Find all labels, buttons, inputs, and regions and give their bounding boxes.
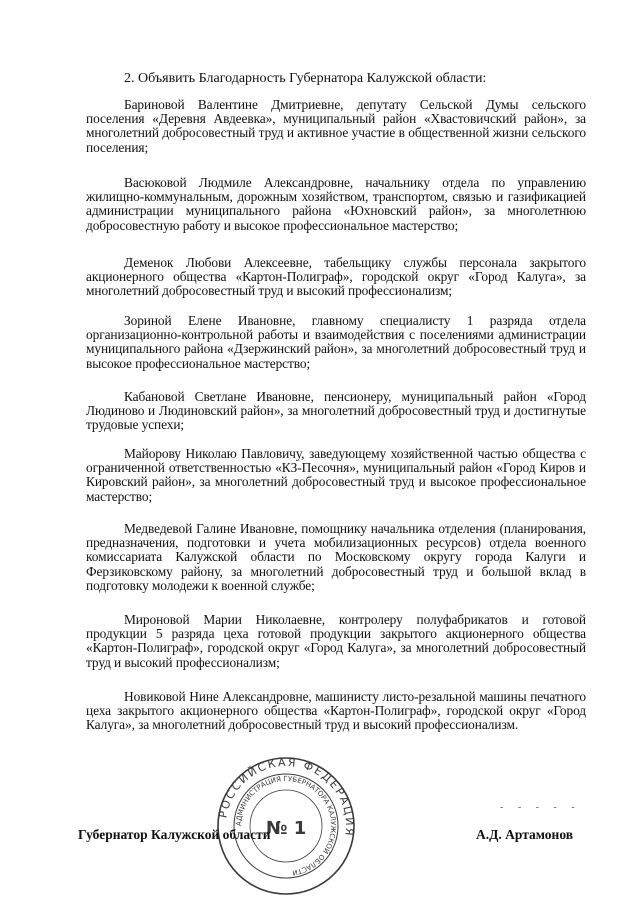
paragraph-5: Кабановой Светлане Ивановне, пенсионеру, муниципальный район «Город Людиново и Людиновский район», за многолетний добросовестный труд и достигнутые трудовые успехи;: [86, 389, 586, 433]
signature-title: Губернатор Калужской области: [78, 827, 271, 842]
paragraph-6: Майорову Николаю Павловичу, заведующему хозяйственной частью общества с ограниченной ответственностью «КЗ-Песочня», муниципальный район «Город Киров и Кировский район», за многолетний добросовестный труд и высокое профессиональное мастерство;: [86, 446, 586, 504]
paragraph-3: Деменок Любови Алексеевне, табельщику службы персонала закрытого акционерного общества «Картон-Полиграф», городской округ «Город Калуга», за многолетний добросовестный труд и высокий профессионализм;: [86, 255, 586, 299]
paragraph-7: Медведевой Галине Ивановне, помощнику начальника отделения (планирования, предназначения, подготовки и учета мобилизационных ресурсов) отдела военного комиссариата Калужской области по Московскому округу города Калуги и Ферзиковскому району, за многолетний добросовестный труд и большой вклад в подготовку молодежи к военной службе;: [86, 521, 586, 593]
paragraph-2: Васюковой Людмиле Александровне, начальнику отдела по управлению жилищно-коммунальным, дорожным хозяйством, транспортом, связью и газификацией администрации муниципального района «Юхновский район», за многолетнюю добросовестную работу и высокое профессиональное мастерство;: [86, 175, 586, 233]
section-heading: 2. Объявить Благодарность Губернатора Калужской области:: [124, 71, 487, 86]
paragraph-8: Мироновой Марии Николаевне, контролеру полуфабрикатов и готовой продукции 5 разряда цеха готовой продукции закрытого акционерного общества «Картон-Полиграф», городской округ «Город Калуга», за многолетний добросовестный труд и высокий профессионализм;: [86, 612, 586, 670]
stamp-outer-text: РОССИЙСКАЯ ФЕДЕРАЦИЯ: [216, 756, 356, 839]
stamp-number: № 1: [265, 818, 307, 839]
stamp-inner-text: АДМИНИСТРАЦИЯ ГУБЕРНАТОРА КАЛУЖСКОЙ ОБЛАСТИ: [234, 774, 338, 877]
paragraph-4: Зориной Елене Ивановне, главному специалисту 1 разряда отдела организационно-контрольной работы и взаимодействия с поселениями администрации муниципального района «Дзержинский район», за многолетний добросовестный труд и высокое профессиональное мастерство;: [86, 313, 586, 371]
signature-name: А.Д. Артамонов: [476, 827, 574, 842]
paragraph-9: Новиковой Нине Александровне, машинисту листо-резальной машины печатного цеха закрытого акционерного общества «Картон-Полиграф», городской округ «Город Калуга», за многолетний добросовестный труд и высокий профессионализм.: [86, 689, 586, 733]
paragraph-1: Бариновой Валентине Дмитриевне, депутату Сельской Думы сельского поселения «Деревня Авдеевка», муниципальный район «Хвастовичский район», за многолетний добросовестный труд и активное участие в общественной жизни сельского поселения;: [86, 97, 586, 155]
faint-dashes: - - - - -: [500, 802, 581, 813]
official-stamp: [216, 756, 356, 896]
